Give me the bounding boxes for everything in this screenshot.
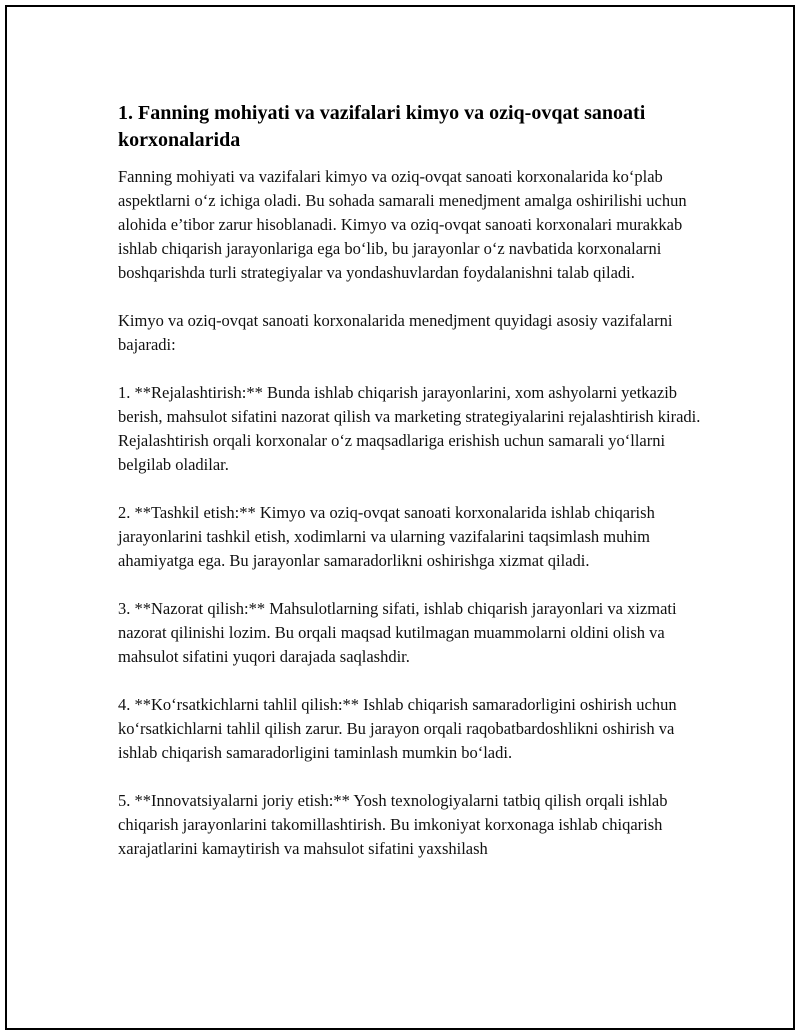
intro-paragraph: Fanning mohiyati va vazifalari kimyo va oziq-ovqat sanoati korxonalarida ko‘plab aspektlarni o‘z ichiga oladi. Bu sohada samarali menedjment amalga oshirilishi uchun alohida e’tibor zarur hisoblanadi. Kimyo va oziq-ovqat sanoati korxonalari murakkab ishlab chiqarish jarayonlariga ega bo‘lib, bu jarayonlar o‘z navbatida korxonalarni boshqarishda turli strategiyalar va yondashuvlardan foydalanishni talab qiladi.	[118, 167, 687, 282]
list-item-planning: 1. **Rejalashtirish:** Bunda ishlab chiqarish jarayonlarini, xom ashyolarni yetkazib berish, mahsulot sifatini nazorat qilish va marketing strategiyalarini rejalashtirish kiradi. Rejalashtirish orqali korxonalar o‘z maqsadlariga erishish uchun samarali yo‘llarni belgilab oladilar.	[118, 383, 701, 474]
list-item-controlling: 3. **Nazorat qilish:** Mahsulotlarning sifati, ishlab chiqarish jarayonlari va xizmati nazorat qilinishi lozim. Bu orqali maqsad kutilmagan muammolarni oldini olish va mahsulot sifatini yuqori darajada saqlashdir.	[118, 599, 677, 666]
page-frame	[5, 5, 795, 1030]
tasks-intro-paragraph: Kimyo va oziq-ovqat sanoati korxonalarida menedjment quyidagi asosiy vazifalarni bajaradi:	[118, 311, 673, 354]
list-item-organizing: 2. **Tashkil etish:** Kimyo va oziq-ovqat sanoati korxonalarida ishlab chiqarish jarayonlarini tashkil etish, xodimlarni va ularning vazifalarini taqsimlash muhim ahamiyatga ega. Bu jarayonlar samaradorlikni oshirishga xizmat qiladi.	[118, 503, 655, 570]
list-item-innovation: 5. **Innovatsiyalarni joriy etish:** Yosh texnologiyalarni tatbiq qilish orqali ishlab chiqarish jarayonlarini takomillashtirish. Bu imkoniyat korxonaga ishlab chiqarish xarajatlarini kamaytirish va mahsulot sifatini yaxshilash	[118, 791, 668, 858]
document-title: 1. Fanning mohiyati va vazifalari kimyo va oziq-ovqat sanoati korxonalarida	[118, 102, 646, 151]
document-body	[118, 100, 708, 885]
list-item-analysis: 4. **Ko‘rsatkichlarni tahlil qilish:** Ishlab chiqarish samaradorligini oshirish uchun ko‘rsatkichlarni tahlil qilish zarur. Bu jarayon orqali raqobatbardoshlikni oshirish va ishlab chiqarish samaradorligini taminlash mumkin bo‘ladi.	[118, 695, 677, 762]
